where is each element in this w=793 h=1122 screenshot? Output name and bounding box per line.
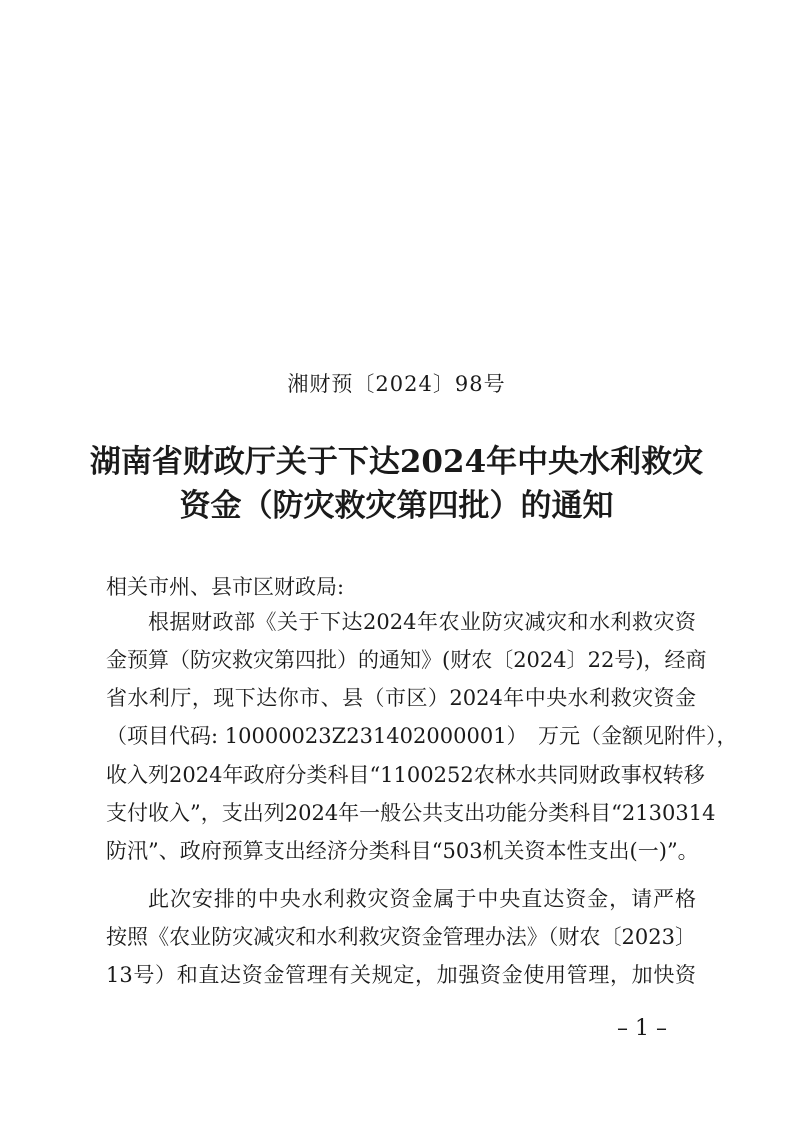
paragraph-line: 13号）和直达资金管理有关规定，加强资金使用管理，加快资 [106, 963, 696, 987]
paragraph-line: 此次安排的中央水利救灾资金属于中央直达资金，请严格 [148, 887, 696, 911]
title-line-1: 湖南省财政厅关于下达2024年中央水利救灾 [89, 444, 704, 480]
document-title [0, 440, 793, 528]
paragraph-line: 根据财政部《关于下达2024年农业防灾减灾和水利救灾资 [148, 610, 696, 634]
salutation: 相关市州、县市区财政局: [106, 575, 345, 599]
paragraph-line: 支付收入”，支出列2024年一般公共支出功能分类科目“2130314 [106, 801, 716, 825]
document-number: 湘财预〔2024〕98号 [287, 372, 506, 396]
title-line-2: 资金（防灾救灾第四批）的通知 [179, 488, 614, 524]
page-number: – 1 – [617, 1016, 667, 1041]
paragraph-line: 防汛”、政府预算支出经济分类科目“503机关资本性支出(一)”。 [106, 839, 699, 863]
paragraph-line: 金预算（防灾救灾第四批）的通知》(财农〔2024〕22号)，经商 [106, 648, 707, 672]
paragraph-line: 按照《农业防灾减灾和水利救灾资金管理办法》（财农〔2023〕 [106, 925, 696, 949]
paragraph-line: （项目代码: 10000023Z231402000001） 万元（金额见附件）， [106, 724, 738, 748]
paragraph-line: 收入列2024年政府分类科目“1100252农林水共同财政事权转移 [106, 763, 705, 787]
paragraph-line: 省水利厅，现下达你市、县（市区）2024年中央水利救灾资金 [106, 686, 696, 710]
